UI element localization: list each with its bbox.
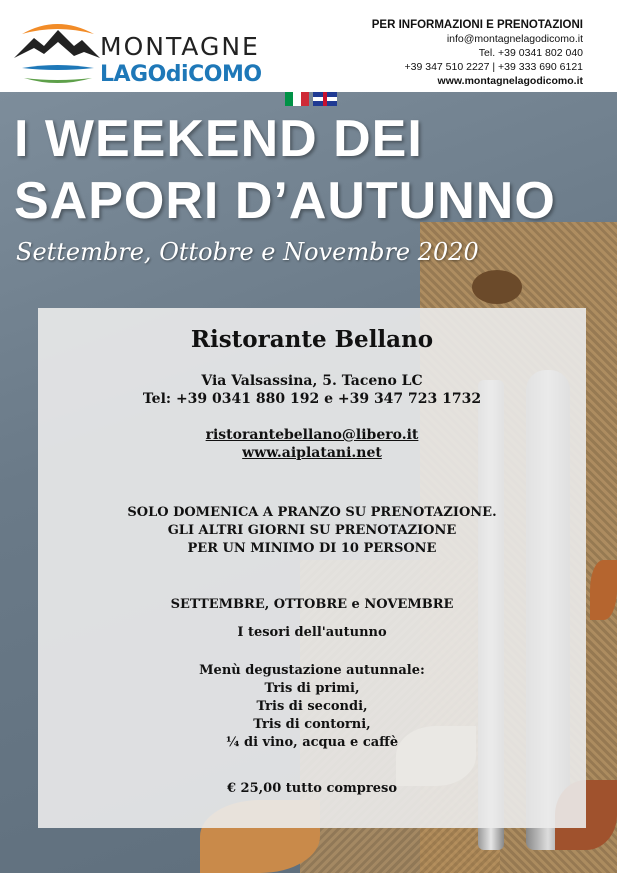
wooden-spoon [472,270,522,304]
contact-mobile: +39 347 510 2227 | +39 333 690 6121 [404,61,583,73]
menu-item: Tris di secondi, [256,699,368,714]
event-title [14,108,556,232]
notice-line1: SOLO DOMENICA A PRANZO SU PRENOTAZIONE. [127,505,497,520]
restaurant-name: Ristorante Bellano [190,326,434,353]
restaurant-address: Via Valsassina, 5. Taceno LC [201,373,423,389]
contact-website[interactable]: www.montagnelagodicomo.it [437,75,583,87]
restaurant-tel: Tel: +39 0341 880 192 e +39 347 723 1732 [142,391,482,407]
menu-months: SETTEMBRE, OTTOBRE e NOVEMBRE [170,597,454,612]
menu-price: € 25,00 tutto compreso [226,781,397,796]
contact-title: PER INFORMAZIONI E PRENOTAZIONI [371,19,583,31]
restaurant-website-link[interactable]: www.aiplatani.net [242,445,382,461]
contact-email[interactable]: info@montagnelagodicomo.it [446,33,583,45]
mountain-logo-icon [12,12,102,90]
menu-item: Tris di contorni, [253,717,371,732]
event-title-line1: I WEEKEND DEI [14,110,423,168]
italian-flag-icon[interactable] [285,92,309,106]
menu-item: ¼ di vino, acqua e caffè [225,735,399,750]
menu-theme: I tesori dell'autunno [237,625,387,640]
event-title-line2: SAPORI D’AUTUNNO [14,172,556,230]
restaurant-email-link[interactable]: ristorantebellano@libero.it [205,427,419,443]
logo-text-lago-di-como: LAGOdiCOMO [100,62,262,87]
notice-line2: GLI ALTRI GIORNI SU PRENOTAZIONE [167,523,457,538]
uk-flag-icon[interactable] [313,92,337,106]
menu-item: Tris di primi, [264,681,360,696]
contact-tel: Tel. +39 0341 802 040 [478,47,583,59]
header [0,0,617,92]
autumn-leaf [590,560,617,620]
notice-line3: PER UN MINIMO DI 10 PERSONE [187,541,437,556]
menu-heading: Menù degustazione autunnale: [199,663,425,678]
language-flags [285,92,337,106]
montagne-lago-di-como-logo[interactable] [12,12,282,90]
event-dates: Settembre, Ottobre e Novembre 2020 [16,238,479,266]
contact-info [372,18,583,88]
logo-text-montagne: MONTAGNE [100,32,260,61]
